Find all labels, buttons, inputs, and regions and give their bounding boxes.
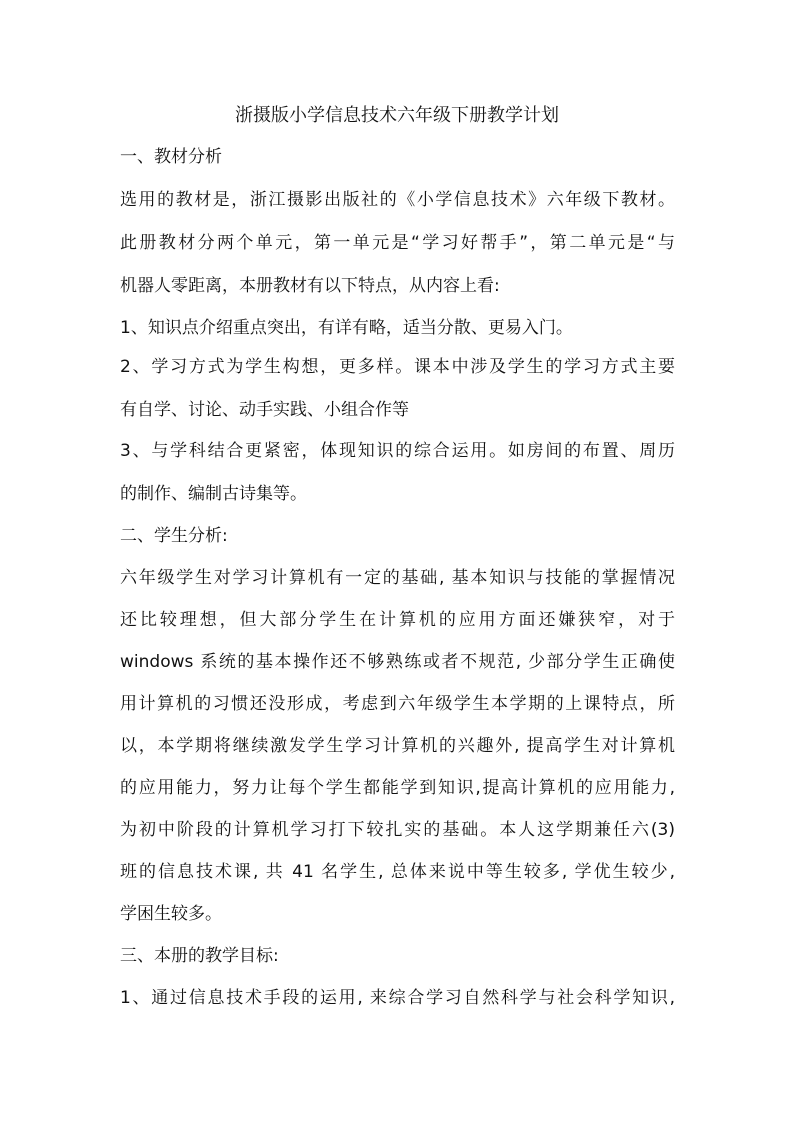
list-item: 1、通过信息技术手段的运用, 来综合学习自然科学与社会科学知识, (120, 988, 675, 1008)
paragraph-line: 机器人零距离，本册教材有以下特点，从内容上看: (120, 276, 500, 296)
paragraph-line: 学困生较多。 (120, 904, 222, 924)
list-item: 1、知识点介绍重点突出，有详有略，适当分散、更易入门。 (120, 318, 573, 338)
paragraph-line: 的制作、编制古诗集等。 (120, 484, 307, 504)
heading-student-analysis: 二、学生分析: (120, 526, 228, 546)
paragraph-line: 有自学、讨论、动手实践、小组合作等 (120, 400, 409, 420)
list-item: 3、与学科结合更紧密，体现知识的综合运用。如房间的布置、周历 (120, 441, 675, 461)
document-title: 浙摄版小学信息技术六年级下册教学计划 (235, 105, 559, 126)
paragraph-line: 此册教材分两个单元，第一单元是“学习好帮手”，第二单元是“与 (120, 233, 675, 253)
paragraph-line: 的应用能力，努力让每个学生都能学到知识,提高计算机的应用能力, (120, 778, 675, 798)
paragraph-line: 六年级学生对学习计算机有一定的基础, 基本知识与技能的掌握情况 (120, 568, 675, 588)
paragraph-line: 还比较理想，但大部分学生在计算机的应用方面还嫌狭窄，对于 (120, 610, 675, 630)
heading-textbook-analysis: 一、教材分析 (120, 147, 222, 167)
paragraph-line: 用计算机的习惯还没形成，考虑到六年级学生本学期的上课特点，所 (120, 694, 675, 714)
paragraph-line: windows 系统的基本操作还不够熟练或者不规范, 少部分学生正确使 (120, 652, 675, 672)
list-item: 2、学习方式为学生构想，更多样。课本中涉及学生的学习方式主要 (120, 357, 675, 377)
paragraph-line: 班的信息技术课, 共 41 名学生, 总体来说中等生较多, 学优生较少, (120, 862, 675, 882)
paragraph-line: 为初中阶段的计算机学习打下较扎实的基础。本人这学期兼任六(3) (120, 820, 675, 840)
heading-teaching-goals: 三、本册的教学目标: (120, 946, 279, 966)
paragraph-line: 以，本学期将继续激发学生学习计算机的兴趣外, 提高学生对计算机 (120, 736, 675, 756)
paragraph-line: 选用的教材是，浙江摄影出版社的《小学信息技术》六年级下教材。 (120, 190, 675, 210)
